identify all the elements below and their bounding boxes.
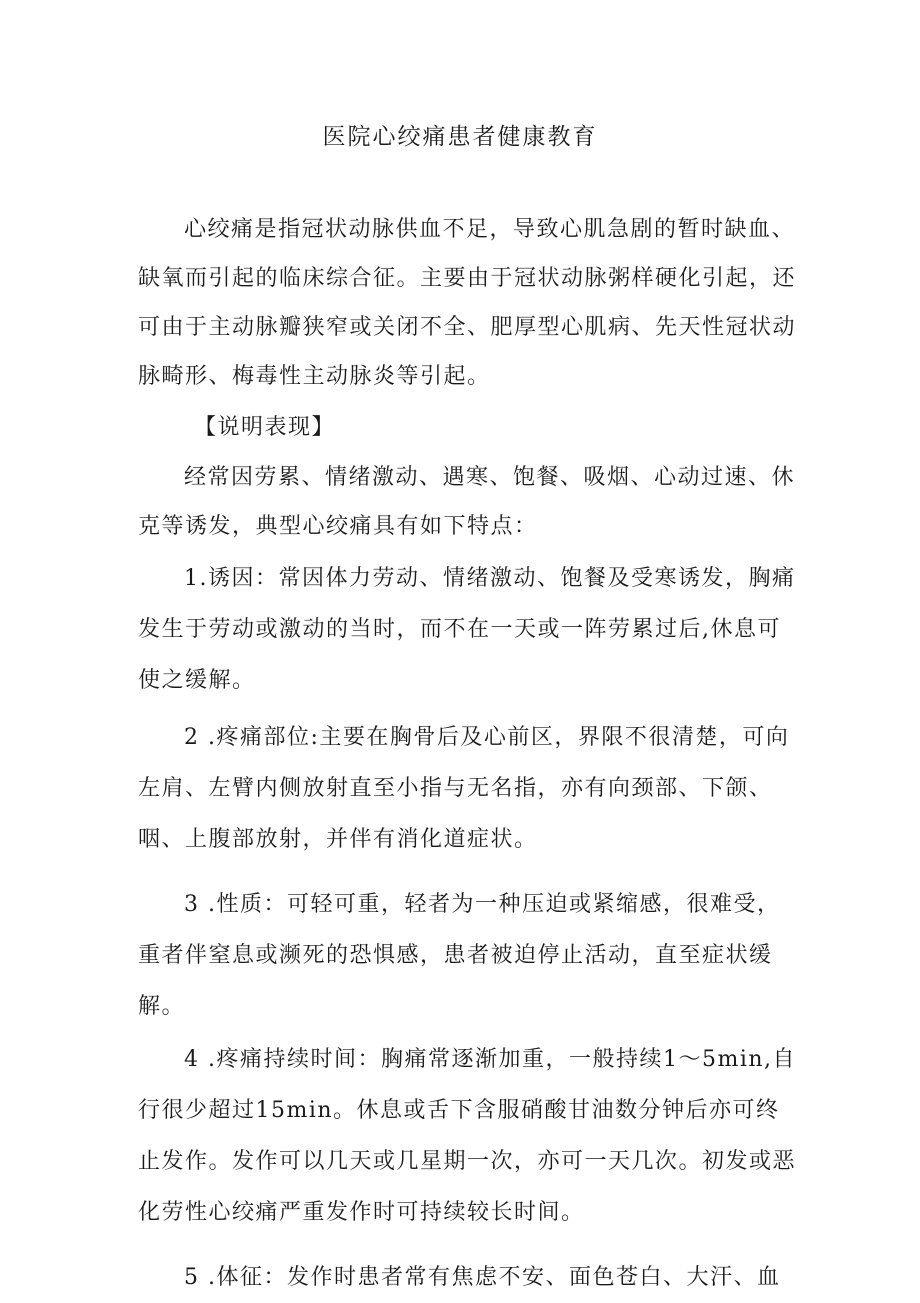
list-item: 4 .疼痛持续时间：胸痛常逐渐加重，一般持续1～5min,自行很少超过15min。休息或舌下含服硝酸甘油数分钟后亦可终止发作。发作可以几天或几星期一次，亦可一天几次。初发或恶化劳性心绞痛严重发作时可持续较长时间。 bbox=[138, 1047, 797, 1225]
list-item: 1.诱因：常因体力劳动、情绪激动、饱餐及受寒诱发，胸痛发生于劳动或激动的当时，而不在一天或一阵劳累过后,休息可使之缓解。 bbox=[138, 566, 796, 693]
list-item: 2 .疼痛部位:主要在胸骨后及心前区，界限不很清楚，可向左肩、左臂内侧放射直至小指与无名指，亦有向颈部、下颌、咽、上腹部放射，并伴有消化道症状。 bbox=[138, 725, 790, 852]
document-title: 医院心绞痛患者健康教育 bbox=[322, 124, 598, 150]
intro-paragraph: 心绞痛是指冠状动脉供血不足，导致心肌急剧的暂时缺血、缺氧而引起的临床综合征。主要由于冠状动脉粥样硬化引起，还可由于主动脉瓣狭窄或关闭不全、肥厚型心肌病、先天性冠状动脉畸形、梅毒性主动脉炎等引起。 bbox=[138, 217, 797, 389]
document-body bbox=[138, 205, 798, 1303]
section-intro-paragraph: 经常因劳累、情绪激动、遇寒、饱餐、吸烟、心动过速、休克等诱发，典型心绞痛具有如下特点： bbox=[138, 465, 796, 539]
list-item: 3 .性质：可轻可重，轻者为一种压迫或紧缩感，很难受，重者伴窒息或濒死的恐惧感，患者被迫停止活动，直至症状缓解。 bbox=[138, 892, 781, 1019]
list-item: 5 .体征：发作时患者常有焦虑不安、面色苍白、大汗、血 bbox=[184, 1265, 781, 1290]
section-heading: 【说明表现】 bbox=[194, 415, 336, 440]
